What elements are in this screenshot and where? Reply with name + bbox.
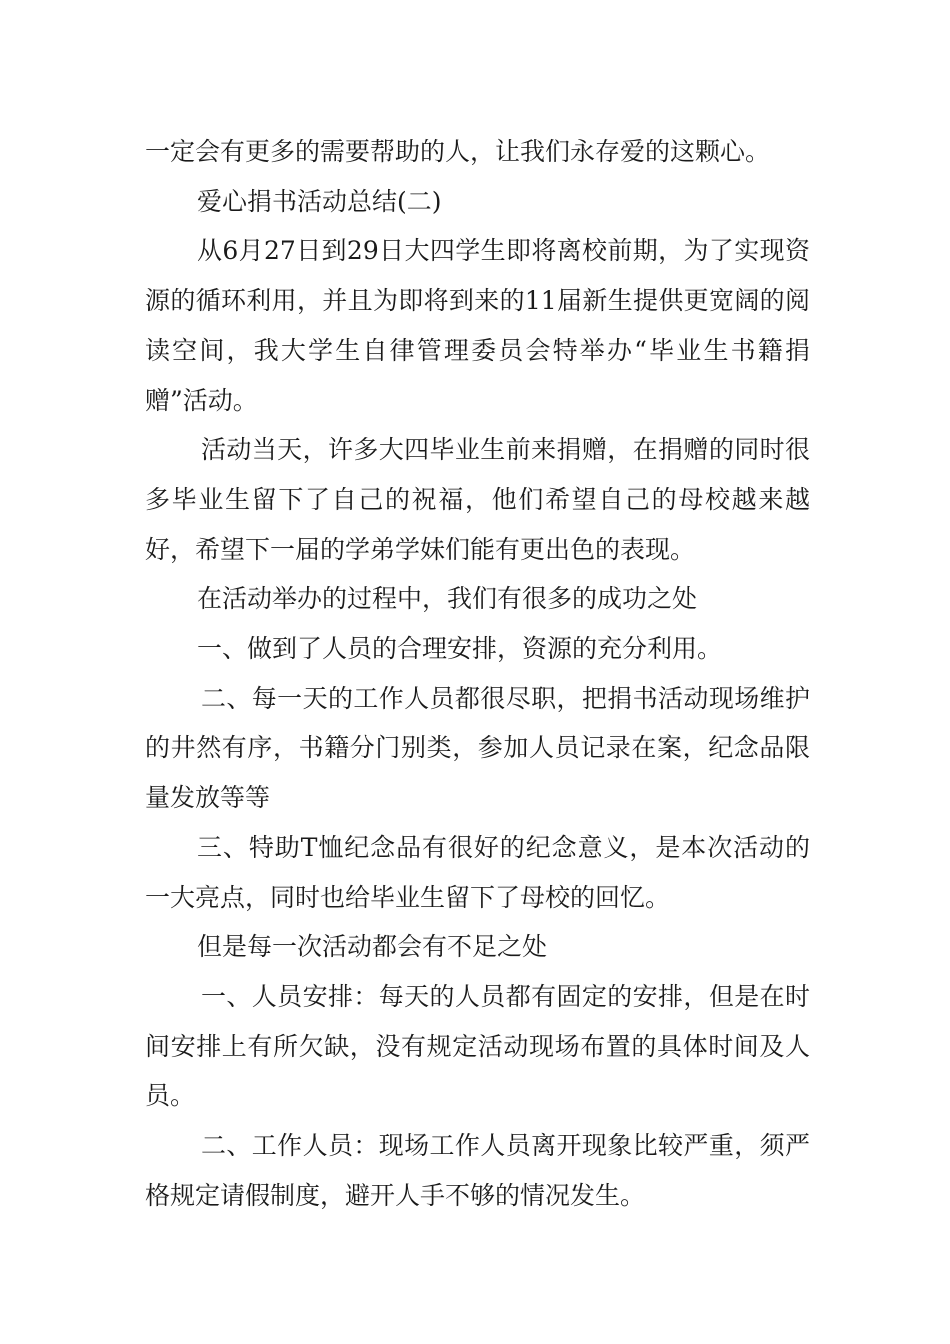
list-item-success-3: 三、特助T恤纪念品有很好的纪念意义，是本次活动的一大亮点，同时也给毕业生留下了母校的回忆。 xyxy=(145,832,810,912)
list-item-success-2: 二、每一天的工作人员都很尽职，把捐书活动现场维护的井然有序，书籍分门别类，参加人员记录在案，纪念品限量发放等等 xyxy=(145,683,810,813)
section-title: 爱心捐书活动总结(二) xyxy=(197,186,442,216)
list-item-shortcoming-1: 一、人员安排：每天的人员都有固定的安排，但是在时间安排上有所欠缺，没有规定活动现场布置的具体时间及人员。 xyxy=(145,981,810,1111)
document-page xyxy=(145,127,810,1220)
paragraph-successes-heading: 在活动举办的过程中，我们有很多的成功之处 xyxy=(197,584,698,614)
list-item-success-1: 一、做到了人员的合理安排，资源的充分利用。 xyxy=(197,634,723,664)
paragraph-activity-day: 活动当天，许多大四毕业生前来捐赠，在捐赠的同时很多毕业生留下了自己的祝福，他们希望自己的母校越来越好，希望下一届的学弟学妹们能有更出色的表现。 xyxy=(145,435,810,564)
paragraph-intro: 从6月27日到29日大四学生即将离校前期，为了实现资源的循环利用，并且为即将到来的11届新生提供更宽阔的阅读空间，我大学生自律管理委员会特举办“毕业生书籍捐赠”活动。 xyxy=(145,236,810,415)
paragraph-shortcomings-heading: 但是每一次活动都会有不足之处 xyxy=(197,932,548,962)
list-item-shortcoming-2: 二、工作人员：现场工作人员离开现象比较严重，须严格规定请假制度，避开人手不够的情况发生。 xyxy=(145,1131,810,1210)
paragraph-continuation: 一定会有更多的需要帮助的人，让我们永存爱的这颗心。 xyxy=(145,137,771,166)
